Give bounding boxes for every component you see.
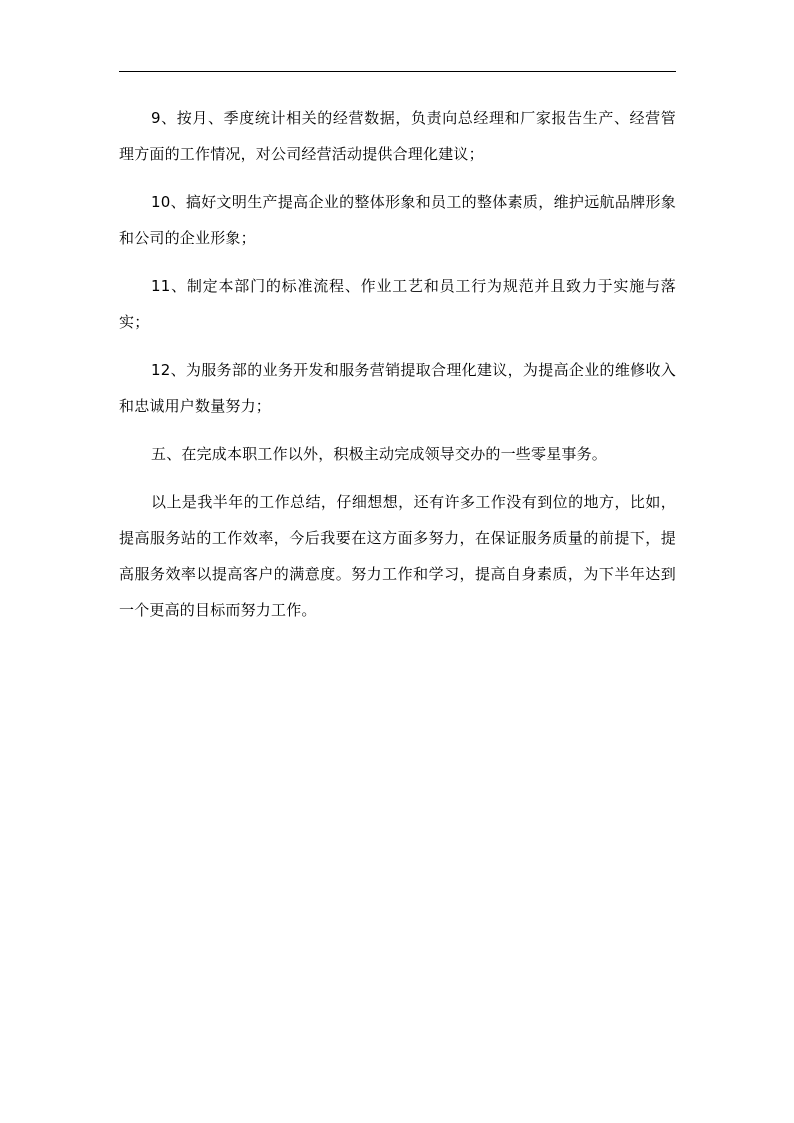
paragraph-summary: 以上是我半年的工作总结，仔细想想，还有许多工作没有到位的地方，比如，提高服务站的工作效率，今后我要在这方面多努力，在保证服务质量的前提下，提高服务效率以提高客户的满意度。努力工作和学习，提高自身素质，为下半年达到一个更高的目标而努力工作。 xyxy=(119,493,676,619)
paragraph-section-five: 五、在完成本职工作以外，积极主动完成领导交办的一些零星事务。 xyxy=(151,445,608,463)
header-rule xyxy=(119,71,676,72)
paragraph-item-9: 9、按月、季度统计相关的经营数据，负责向总经理和厂家报告生产、经营管理方面的工作情况，对公司经营活动提供合理化建议； xyxy=(119,109,676,163)
paragraph-item-11: 11、制定本部门的标准流程、作业工艺和员工行为规范并且致力于实施与落实； xyxy=(119,277,676,331)
paragraph-item-12: 12、为服务部的业务开发和服务营销提取合理化建议，为提高企业的维修收入和忠诚用户数量努力； xyxy=(119,361,676,415)
paragraph-item-10: 10、搞好文明生产提高企业的整体形象和员工的整体素质，维护远航品牌形象和公司的企业形象； xyxy=(119,193,676,247)
document-body xyxy=(119,100,676,628)
